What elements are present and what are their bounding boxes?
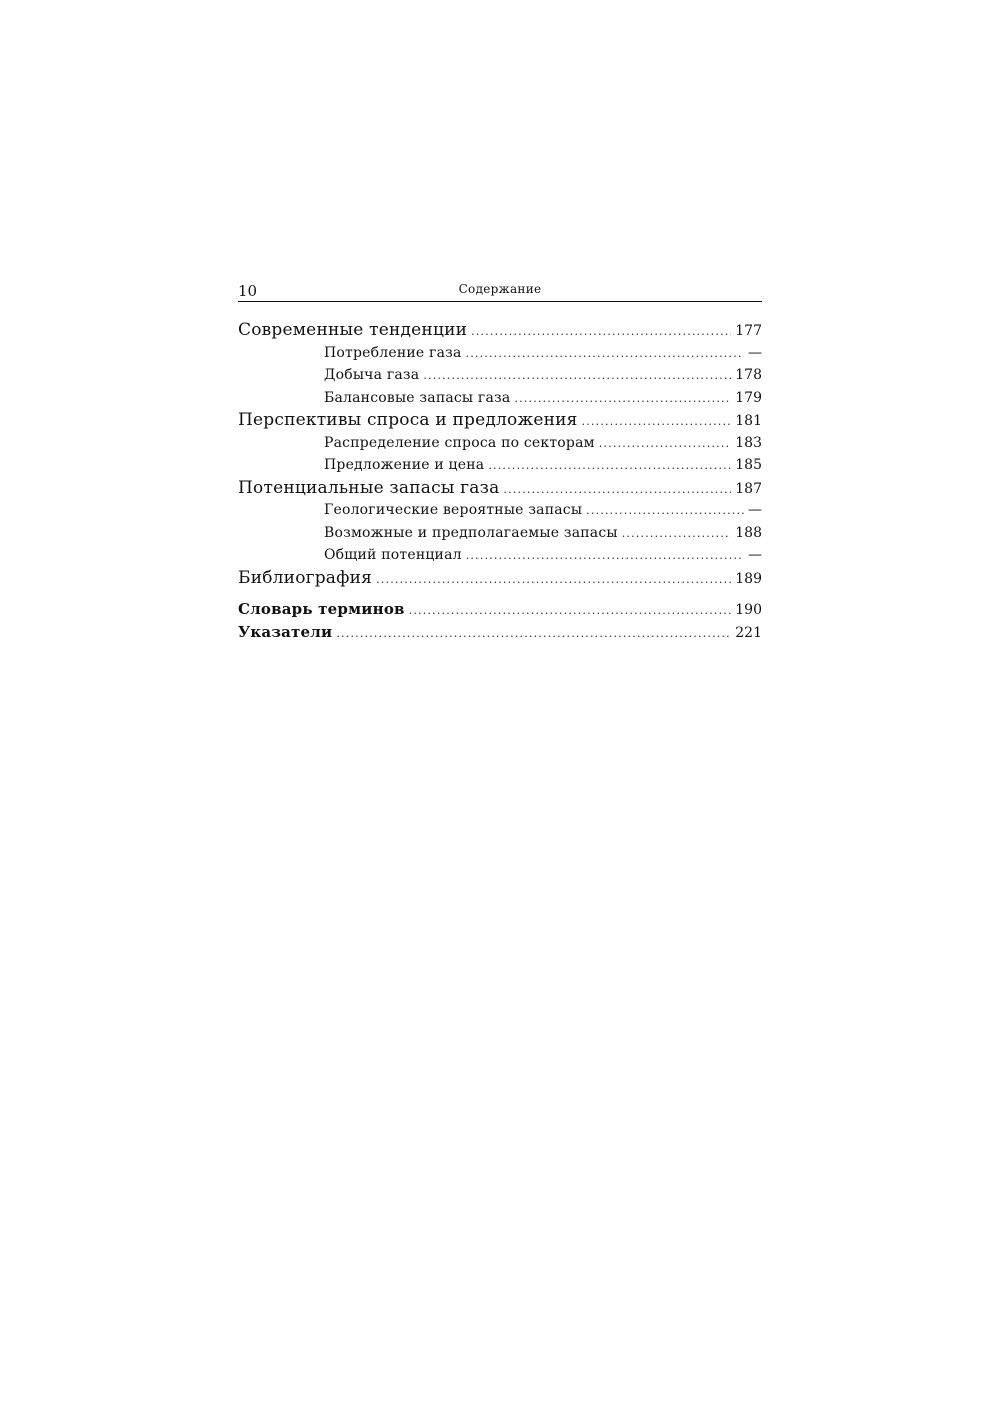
toc-entry-label: Распределение спроса по секторам: [324, 434, 595, 451]
toc-entry-modern-trends: [238, 319, 762, 342]
toc-entry-page: 181: [735, 413, 762, 429]
toc-entry-total-potential: [238, 544, 762, 567]
toc-entry-page: 185: [735, 457, 762, 473]
toc-entry-gas-production: [238, 364, 762, 387]
dot-leader: [586, 500, 744, 523]
toc-entry-label: Предложение и цена: [324, 457, 485, 473]
toc-entry-page: 221: [735, 624, 762, 641]
toc-entry-label: Библиография: [238, 567, 373, 588]
toc-entry-label: Добыча газа: [324, 367, 420, 383]
dot-leader: [409, 600, 732, 623]
toc-entry-label: Балансовые запасы газа: [324, 389, 511, 406]
toc-entry-page: —: [748, 502, 762, 518]
toc-entry-geological-probable-reserves: [238, 499, 762, 522]
dot-leader: [466, 343, 745, 366]
toc-entry-indexes: [238, 621, 762, 644]
toc-entry-page: 188: [735, 524, 762, 541]
toc-entry-page: 187: [735, 480, 762, 497]
toc-entry-page: 179: [735, 389, 762, 406]
dot-leader: [471, 321, 731, 344]
book-page: [238, 279, 762, 643]
dot-leader: [514, 388, 731, 411]
toc-entry-gas-consumption: [238, 342, 762, 365]
toc-entry-label: Современные тенденции: [238, 320, 468, 340]
dot-leader: [503, 479, 731, 502]
dot-leader: [466, 545, 744, 568]
toc-entry-label: Потенциальные запасы газа: [238, 477, 500, 498]
page-number: 10: [238, 282, 258, 300]
dot-leader: [599, 433, 732, 456]
toc-entry-glossary: [238, 598, 762, 621]
dot-leader: [582, 411, 732, 434]
toc-entry-page: 183: [735, 434, 762, 451]
running-title: Содержание: [458, 282, 542, 296]
dot-leader: [488, 455, 731, 478]
toc-entry-demand-supply-outlook: [238, 409, 762, 432]
dot-leader: [622, 523, 732, 546]
toc-entry-label: Словарь терминов: [238, 600, 405, 618]
toc-entry-label: Перспективы спроса и предложения: [238, 410, 578, 430]
toc-entry-demand-by-sector: [238, 432, 762, 455]
toc-entry-page: —: [748, 547, 762, 563]
toc-entry-label: Общий потенциал: [324, 547, 462, 563]
running-head: [238, 279, 762, 302]
toc-entry-potential-reserves: [238, 477, 762, 500]
dot-leader: [423, 365, 731, 388]
toc-entry-possible-speculative-reserves: [238, 522, 762, 545]
toc-entry-label: Указатели: [238, 622, 333, 641]
table-of-contents: [238, 319, 762, 643]
toc-entry-page: 177: [735, 323, 762, 339]
toc-entry-label: Потребление газа: [324, 344, 462, 361]
toc-entry-page: —: [748, 344, 762, 361]
toc-entry-bibliography: [238, 567, 762, 590]
dot-leader: [336, 623, 731, 646]
toc-entry-label: Геологические вероятные запасы: [324, 502, 583, 518]
toc-entry-label: Возможные и предполагаемые запасы: [324, 524, 618, 541]
toc-entry-page: 189: [735, 570, 762, 587]
dot-leader: [376, 569, 731, 592]
toc-entry-page: 178: [735, 367, 762, 383]
toc-entry-page: 190: [735, 602, 762, 618]
toc-entry-supply-and-price: [238, 454, 762, 477]
toc-entry-balance-reserves: [238, 387, 762, 410]
